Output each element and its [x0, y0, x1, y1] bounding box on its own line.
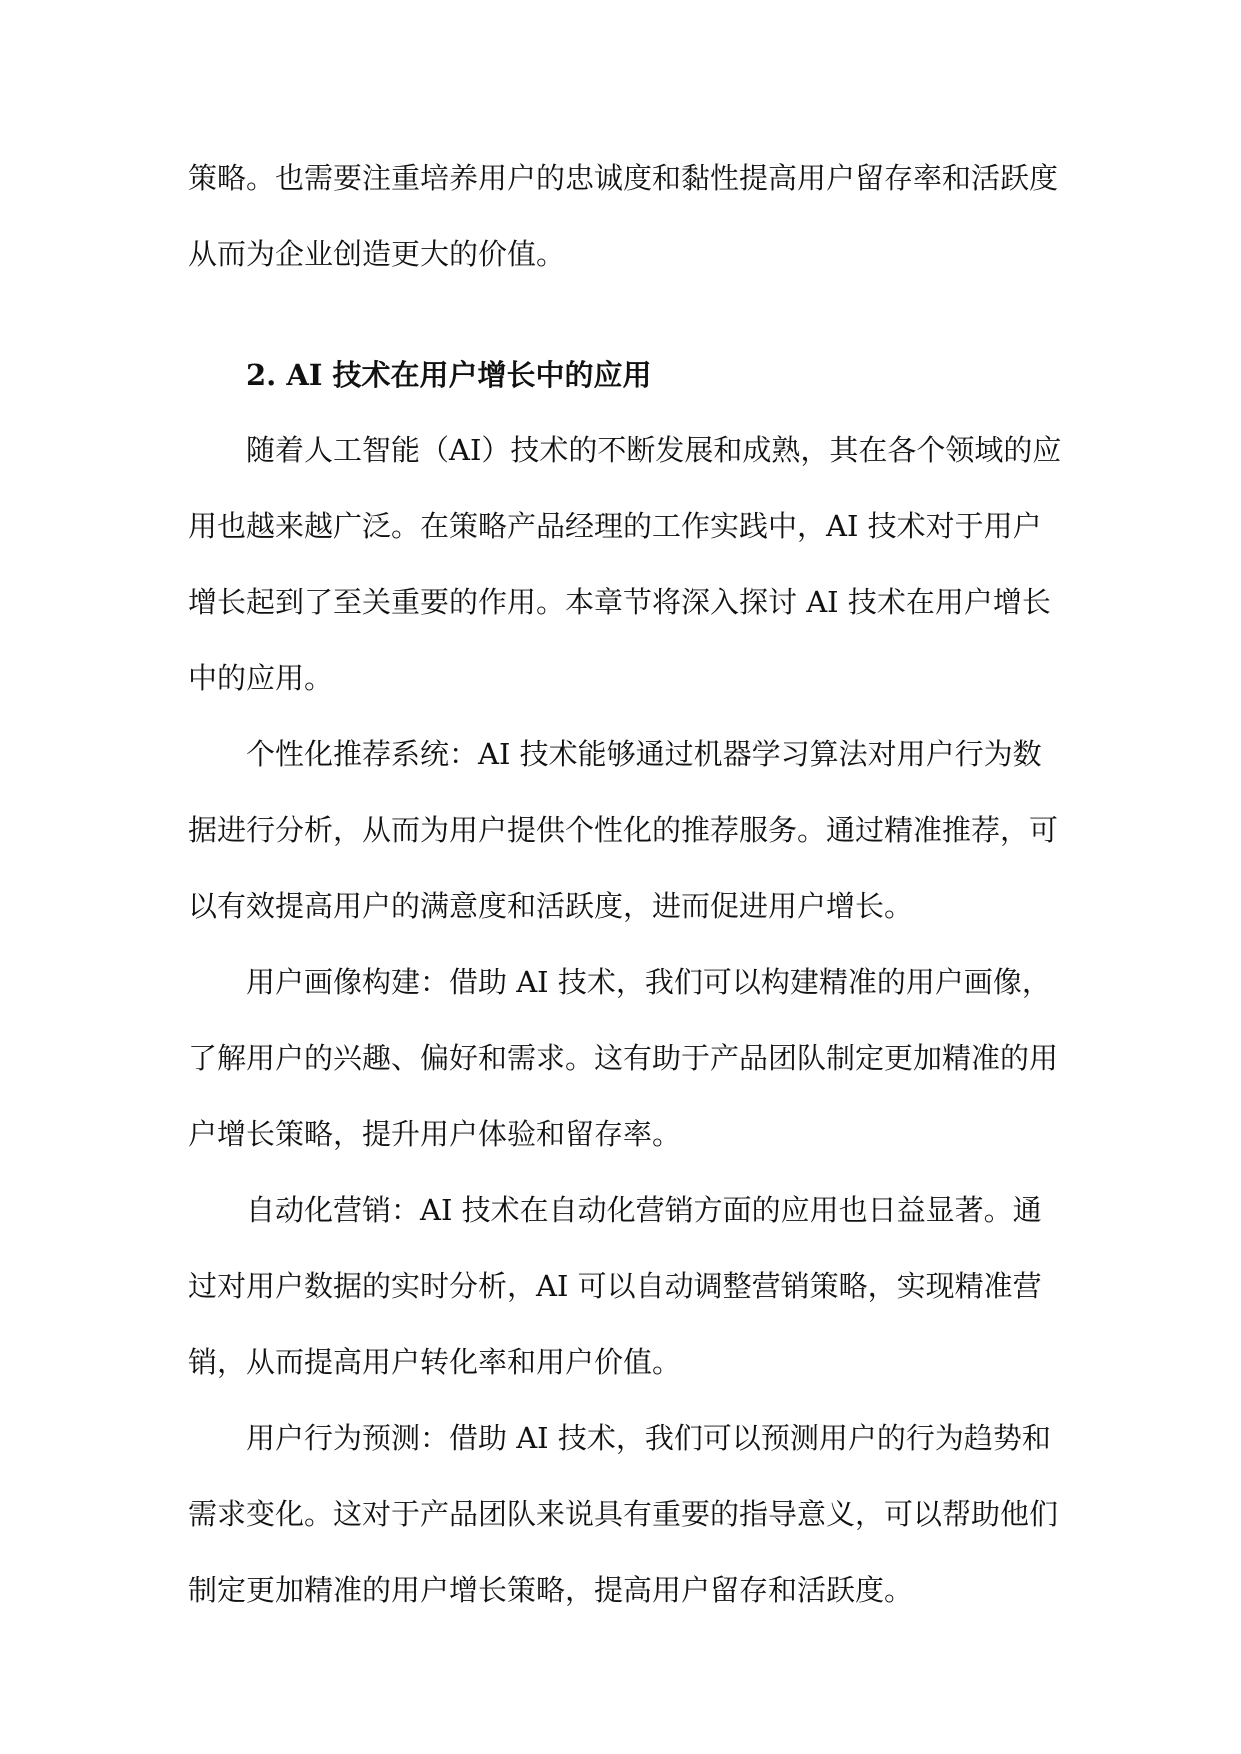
document-body — [188, 140, 1062, 1628]
paragraph-line: 以有效提高用户的满意度和活跃度，进而促进用户增长。 — [188, 889, 914, 923]
paragraph-line: 个性化推荐系统：AI 技术能够通过机器学习算法对用户行为数 — [246, 737, 1042, 771]
paragraph-line: 自动化营销：AI 技术在自动化营销方面的应用也日益显著。通 — [246, 1193, 1042, 1227]
paragraph-line: 随着人工智能（AI）技术的不断发展和成熟，其在各个领域的应 — [246, 433, 1062, 467]
paragraph-line: 策略。也需要注重培养用户的忠诚度和黏性提高用户留存率和活跃度 — [188, 161, 1059, 195]
paragraph-line: 需求变化。这对于产品团队来说具有重要的指导意义，可以帮助他们 — [188, 1497, 1059, 1531]
paragraph-line: 制定更加精准的用户增长策略，提高用户留存和活跃度。 — [188, 1573, 914, 1607]
paragraph-line: 增长起到了至关重要的作用。本章节将深入探讨 AI 技术在用户增长 — [188, 585, 1051, 619]
paragraph-line: 销，从而提高用户转化率和用户价值。 — [188, 1345, 682, 1379]
paragraph-line: 中的应用。 — [188, 661, 334, 695]
paragraph-line: 了解用户的兴趣、偏好和需求。这有助于产品团队制定更加精准的用 — [188, 1041, 1059, 1075]
paragraph-line: 从而为企业创造更大的价值。 — [188, 237, 566, 271]
paragraph-line: 用也越来越广泛。在策略产品经理的工作实践中，AI 技术对于用户 — [188, 509, 1042, 543]
paragraph-line: 户增长策略，提升用户体验和留存率。 — [188, 1117, 682, 1151]
section-heading: 2. AI 技术在用户增长中的应用 — [246, 358, 652, 392]
paragraph-line: 据进行分析，从而为用户提供个性化的推荐服务。通过精准推荐，可 — [188, 813, 1059, 847]
paragraph-line: 用户画像构建：借助 AI 技术，我们可以构建精准的用户画像， — [246, 965, 1051, 999]
paragraph-line: 过对用户数据的实时分析，AI 可以自动调整营销策略，实现精准营 — [188, 1269, 1042, 1303]
paragraph-line: 用户行为预测：借助 AI 技术，我们可以预测用户的行为趋势和 — [246, 1421, 1051, 1455]
